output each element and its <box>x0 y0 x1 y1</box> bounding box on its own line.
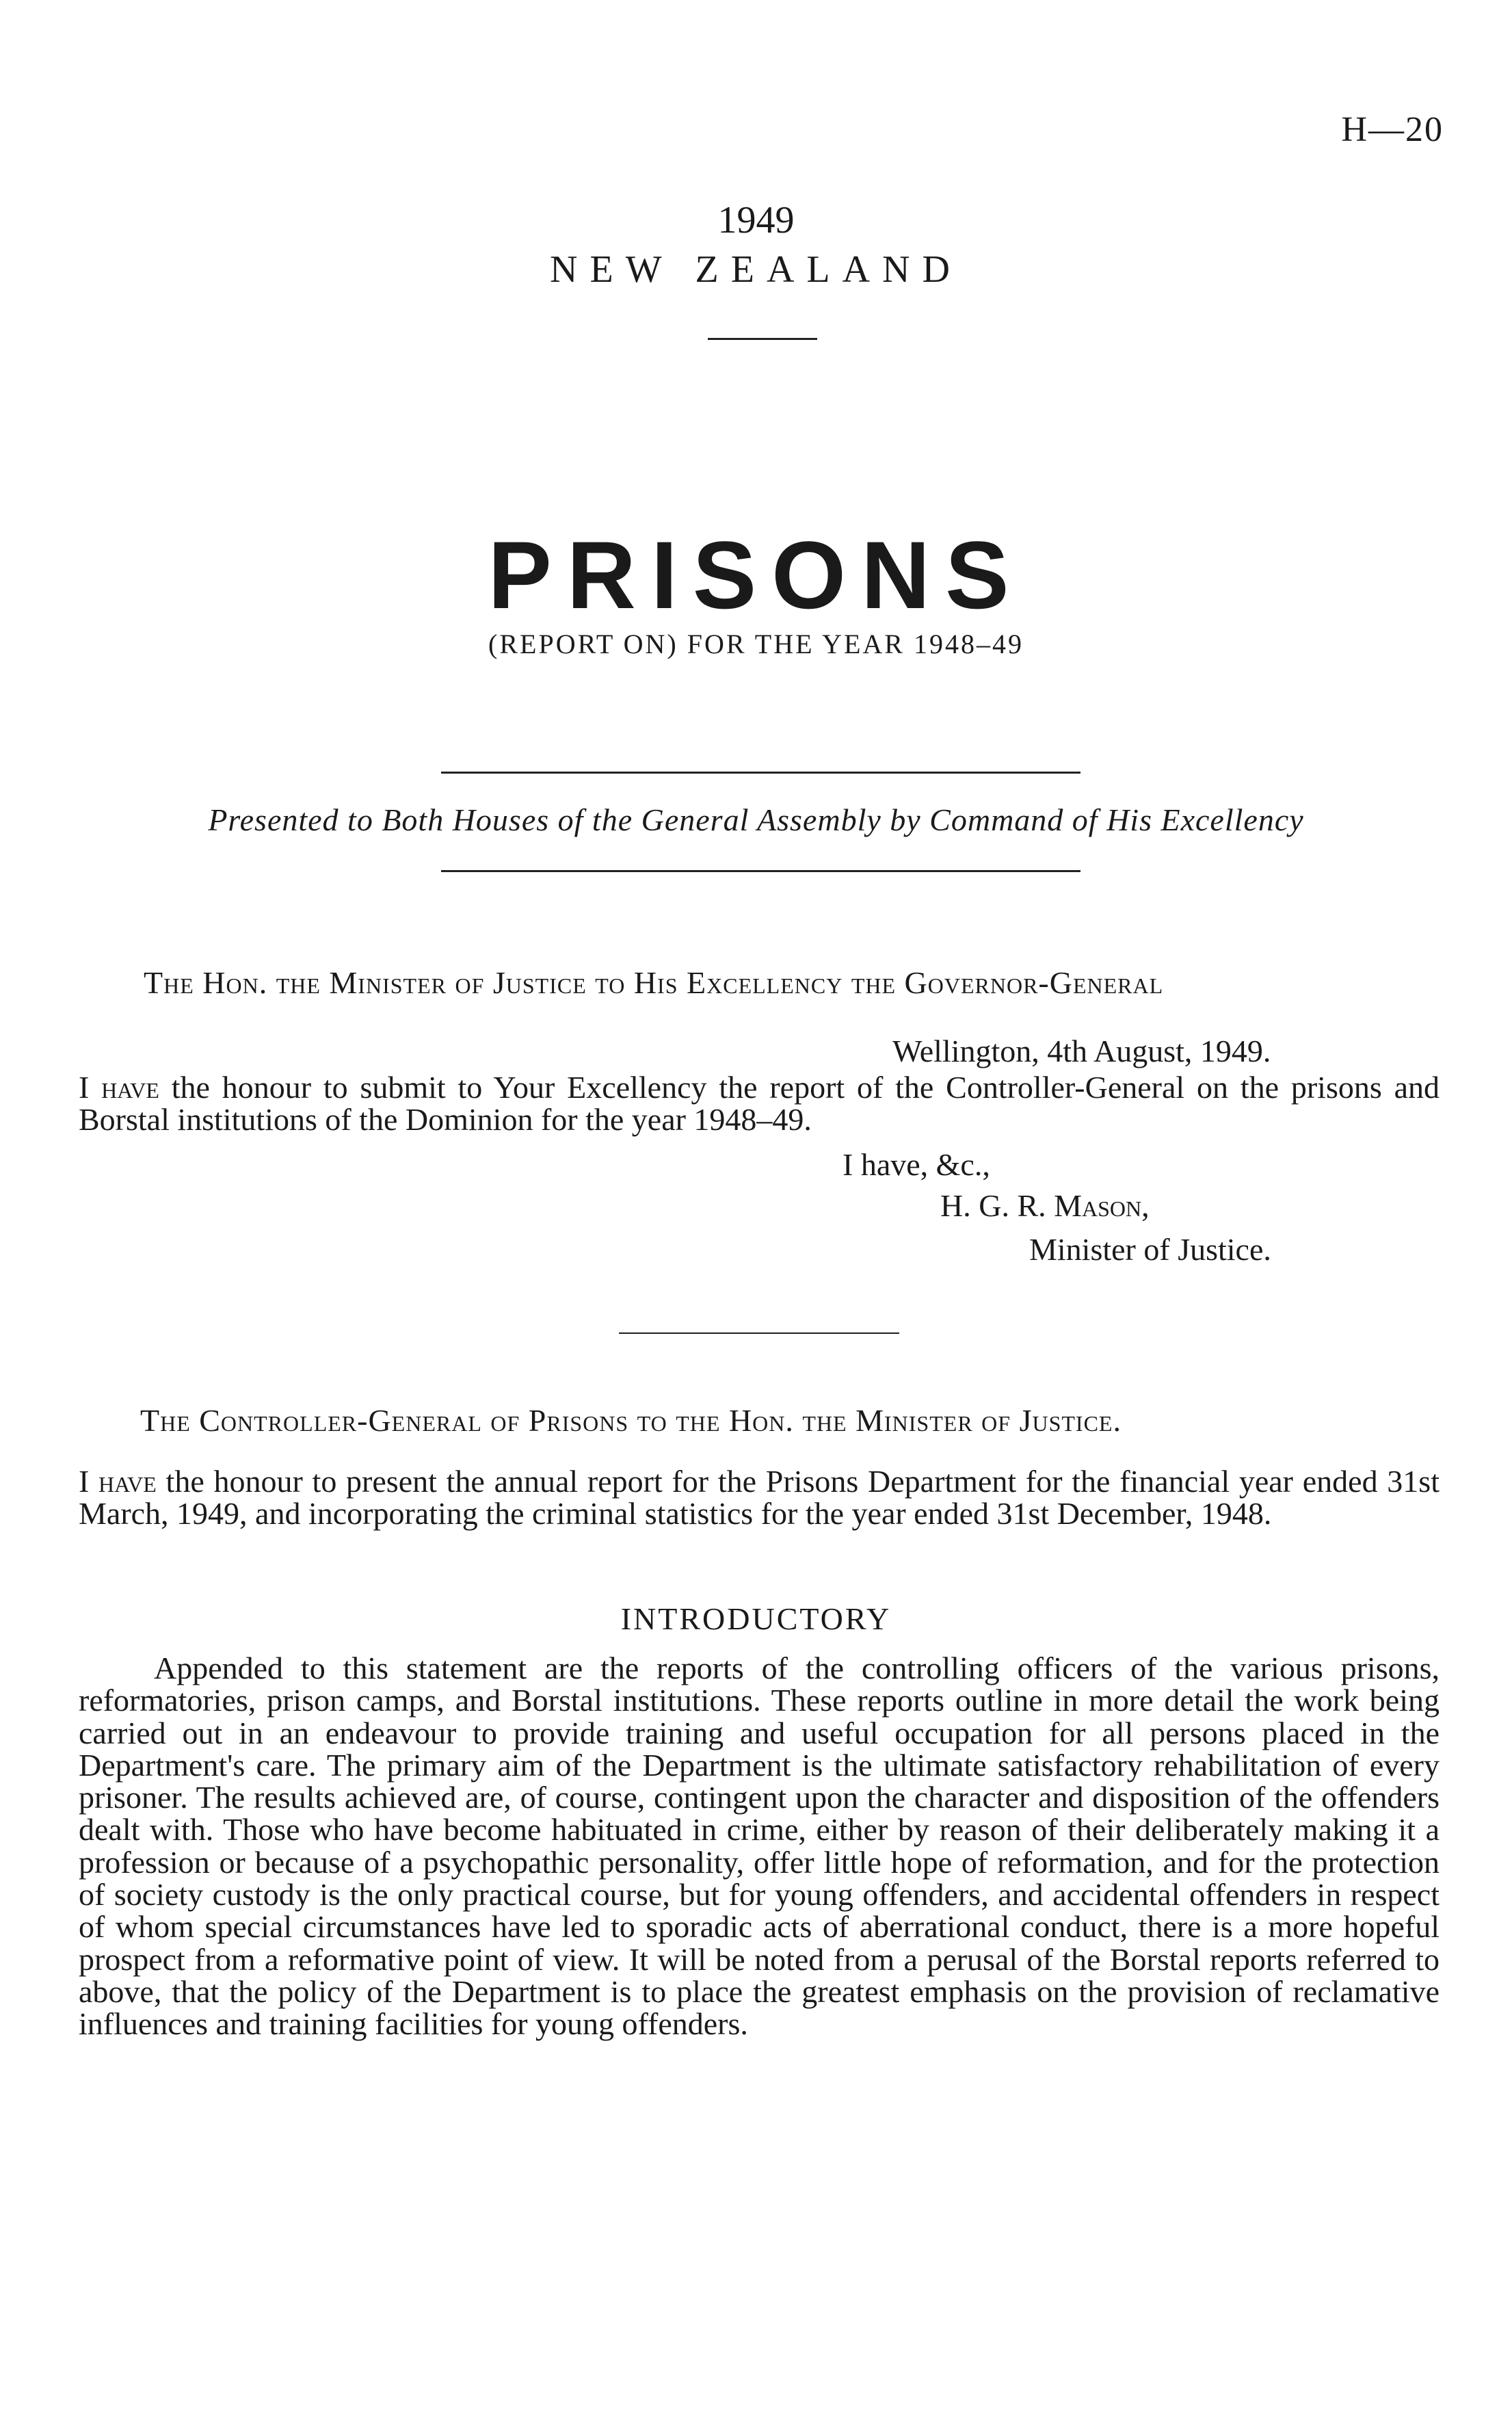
controller-report-body <box>79 1465 1440 1529</box>
minister-letter-heading: The Hon. the Minister of Justice to His Excellency the Governor-General <box>144 965 1164 1000</box>
controller-report-heading: The Controller-General of Prisons to the Hon. the Minister of Justice. <box>140 1403 1122 1438</box>
presented-line: Presented to Both Houses of the General Assembly by Command of His Excellency <box>208 802 1304 837</box>
publication-year: 1949 <box>717 199 795 241</box>
presented-top-rule <box>441 772 1080 774</box>
report-subtitle: (REPORT ON) FOR THE YEAR 1948–49 <box>488 629 1024 659</box>
letter-closing: I have, &c., <box>843 1147 990 1182</box>
introductory-paragraph: Appended to this statement are the reports of the controlling officers of the various prisons, reformatories, prison camps, and Borstal institutions. These reports outline in more detail the work being carried out in an endeavour to provide training and useful occupation for all persons placed in the Department's care. The primary aim of the Department is the ultimate satisfactory rehabilitation of every prisoner. The results achieved are, of course, contingent upon the character and disposition of the offenders dealt with. Those who have become habituated in crime, either by reason of their deliberately making it a profession or because of a psychopathic personality, offer little hope of reformation, and for the protection of society custody is the only practical course, but for young offenders, and accidental offenders in respect of whom special circumstances have led to sporadic acts of aberrational conduct, there is a more hopeful prospect from a reformative point of view. It will be noted from a perusal of the Borstal reports referred to above, that the policy of the Department is to place the greatest emphasis on the provision of reclamative influences and training facilities for young offenders. <box>79 1651 1440 2042</box>
page-code: H—20 <box>1341 110 1444 149</box>
letter-dateline: Wellington, 4th August, 1949. <box>892 1034 1271 1068</box>
letter-signatory-title: Minister of Justice. <box>1029 1232 1271 1267</box>
controller-report-text: the honour to present the annual report for the Prisons Department for the financial year ended 31st March, 1949, and incorporating the criminal statistics for the year ended 31st December, 1948. <box>79 1464 1440 1531</box>
controller-report-lead: I have <box>79 1464 157 1499</box>
section-divider <box>619 1332 899 1334</box>
letter-signatory: H. G. R. Mason, <box>940 1188 1150 1223</box>
minister-letter-body <box>79 1071 1440 1135</box>
presented-bottom-rule <box>441 870 1080 872</box>
report-title: PRISONS <box>488 521 1024 629</box>
country-heading: NEW ZEALAND <box>550 248 962 291</box>
minister-letter-text: the honour to submit to Your Excellency the report of the Controller-General on the prisons and Borstal institutions of the Dominion for the year 1948–49. <box>79 1070 1440 1137</box>
header-divider <box>708 338 817 340</box>
minister-letter-lead: I have <box>79 1070 159 1105</box>
introductory-heading: INTRODUCTORY <box>620 1601 892 1636</box>
